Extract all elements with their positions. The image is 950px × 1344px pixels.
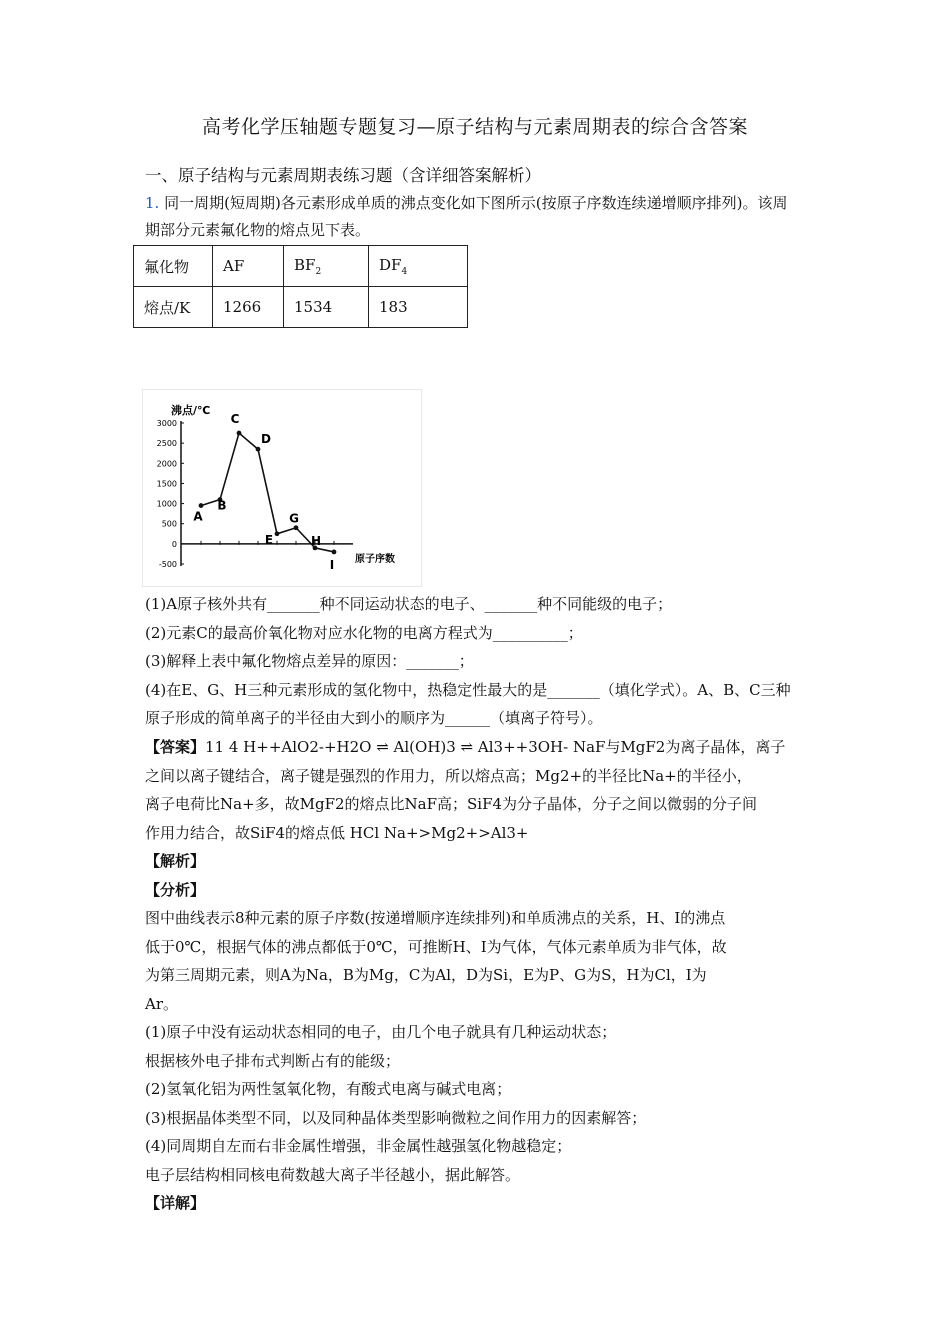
x-axis-label: 原子序数 [355,554,395,565]
table-cell: $BF_2$ [284,246,369,287]
table-cell: AF [213,246,284,287]
y-tick-label: 500 [161,519,177,529]
data-point [275,531,280,536]
answer-block [145,733,805,904]
analysis-line: Ar。 [145,994,179,1013]
y-tick-label: 1000 [156,499,177,509]
table-cell: 183 [369,287,468,328]
analysis-line: 为第三周期元素，则A为Na，B为Mg，C为Al，D为Si，E为P、G为S，H为Cl，I为 [145,966,707,984]
y-tick-label: 3000 [156,419,177,428]
table-cell: $DF_4$ [369,246,468,287]
analysis-block [145,904,805,1218]
analysis-line: 根据核外电子排布式判断占有的能级； [145,1051,401,1070]
question-intro [145,190,800,244]
question-text: 同一周期(短周期)各元素形成单质的沸点变化如下图所示(按原子序数连续递增顺序排列)。该周期部分元素氟化物的熔点见下表。 [145,194,788,239]
jiexi-label: 【解析】 [145,852,206,870]
point-label: B [217,498,227,513]
y-axis-label: 沸点/℃ [171,404,211,417]
y-tick-label: 2000 [156,459,177,469]
fenxi-label: 【分析】 [145,880,206,899]
point-label: D [261,432,271,447]
sub-question-4: (4)在E、G、H三种元素形成的氢化物中，热稳定性最大的是_______（填化学式）。A、B、C三种原子形成的简单离子的半径由大到小的顺序为______（填离子符号）。 [145,680,791,727]
table-row [134,287,468,328]
chart-svg [143,390,421,586]
sub-question-1: (1)A原子核外共有_______种不同运动状态的电子、_______种不同能级的电子； [145,595,673,613]
sub-questions [145,590,805,733]
data-point [256,447,261,452]
analysis-line: (1)原子中没有运动状态相同的电子，由几个电子就具有几种运动状态； [145,1023,617,1041]
analysis-line: (3)根据晶体类型不同，以及同种晶体类型影响微粒之间作用力的因素解答； [145,1108,647,1127]
table-cell: 熔点/K [134,287,213,328]
answer-line: 之间以离子键结合，离子键是强烈的作用力，所以熔点高；Mg2+的半径比Na+的半径小， [145,766,752,785]
answer-label: 【答案】 [145,738,206,756]
data-point [332,550,337,555]
y-tick-label: -500 [158,560,177,569]
question-number: 1. [145,194,160,212]
data-point [237,431,242,436]
analysis-line: (4)同周期自左而右非金属性增强，非金属性越强氢化物越稳定； [145,1137,572,1155]
answer-line: 离子电荷比Na+多，故MgF2的熔点比NaF高；SiF4为分子晶体，分子之间以微弱的分子间 [145,795,758,813]
analysis-line: 低于0℃，根据气体的沸点都低于0℃，可推断H、I为气体，气体元素单质为非气体，故 [145,937,727,956]
answer-line: 【答案】11 4 H++AlO2-+H2O ⇌ Al(OH)3 ⇌ Al3++3OH- NaF与MgF2为离子晶体，离子 [145,738,786,756]
fluoride-table [133,245,468,328]
table-row [134,246,468,287]
analysis-line: 图中曲线表示8种元素的原子序数(按递增顺序连续排列)和单质沸点的关系，H、I的沸点 [145,909,726,927]
point-label: I [329,557,335,572]
point-label: C [230,412,240,427]
boiling-point-chart [143,390,421,586]
y-tick-label: 2500 [156,439,177,449]
point-label: G [289,511,299,526]
data-point [294,525,299,530]
table-cell: 氟化物 [134,246,213,287]
page-title: 高考化学压轴题专题复习—原子结构与元素周期表的综合含答案 [201,116,748,138]
section-title: 一、原子结构与元素周期表练习题（含详细答案解析） [145,166,541,185]
table-cell: 1266 [213,287,284,328]
table-cell: 1534 [284,287,369,328]
analysis-line: (2)氢氧化铝为两性氢氧化物，有酸式电离与碱式电离； [145,1080,512,1098]
y-tick-label: 0 [171,539,177,549]
point-label: E [264,532,274,547]
sub-question-2: (2)元素C的最高价氧化物对应水化物的电离方程式为__________； [145,623,583,642]
point-label: A [193,509,203,524]
xiangjie-label: 【详解】 [145,1194,206,1212]
sub-question-3: (3)解释上表中氟化物熔点差异的原因：_______； [145,652,474,670]
analysis-line: 电子层结构相同核电荷数越大离子半径越小，据此解答。 [145,1165,521,1184]
point-label: H [310,533,322,548]
answer-line: 作用力结合，故SiF4的熔点低 HCl Na+>Mg2+>Al3+ [145,823,529,842]
y-tick-label: 1500 [156,479,177,489]
data-point [199,503,204,508]
